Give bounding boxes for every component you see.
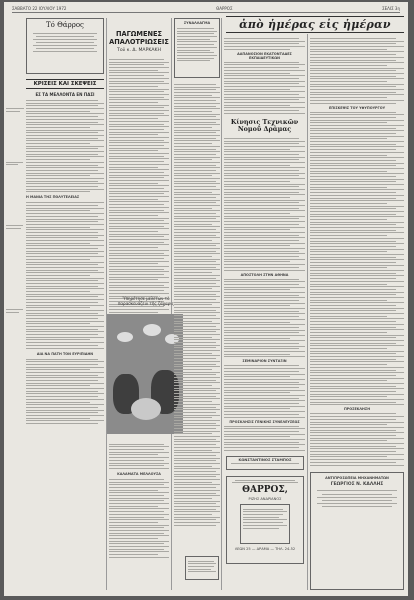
headline: Κίνησις Τεχνικῶν Νομοῦ Δράμας: [230, 117, 299, 133]
banner-title: ἀπὸ ἡμέρας εἰς ἡμέραν: [226, 16, 404, 33]
header-page: ΣΕΛΙΣ 3η: [382, 6, 400, 11]
column-2-lower: [109, 442, 169, 560]
page-header: [12, 5, 400, 13]
header-title: ΘΑΡΡΟΣ: [216, 6, 233, 11]
article-heading: ΑΠΟΣΤΟΛΗ ΣΤΗΝ ΑΘΗΝΑ: [240, 272, 289, 277]
card-heading: ΑΝΤΙΠΡΟΣΩΠΕΙΑ ΜΗΧΑΝΗΜΑΤΩΝ: [325, 476, 389, 480]
article-heading: ΠΡΟΣΕΚΛΗΣΗ: [343, 407, 371, 412]
byline: Τοῦ κ. Δ. ΜΑΡΚΑΚΗ: [117, 48, 161, 53]
ad-subtitle: ΡΙΖΗΣ ΑΝΔΡΙΑΝΟΣ: [248, 497, 282, 501]
column-rule: [221, 18, 222, 590]
article-heading: ΕΠΙΣΚΕΨΙΣ ΤΟΥ ΥΦΥΠΟΥΡΓΟΥ: [328, 105, 386, 110]
column-1: [26, 18, 104, 590]
header-date: ΣΑΒΒΑΤΟ 22 ΙΟΥΛΙΟΥ 1972: [12, 6, 67, 11]
notice-box: [226, 456, 304, 470]
article-heading: ΣΕΜΙΝΑΡΙΟΝ ΣΥΝΤΑΞΙΝ: [242, 359, 287, 364]
ad-title: ΘΑΡΡΟΣ,: [242, 485, 288, 495]
listing-box: [174, 18, 220, 78]
news-photo: [107, 314, 183, 434]
headline: ΠΑΓΩΜΕΝΕΣ ΑΠΑΛΟΤΡΙΩΣΕΙΣ: [109, 30, 169, 46]
masthead-box: [26, 18, 104, 74]
article-heading: ΠΡΟΣΚΛΗΣΙΣ ΓΕΝΙΚΗΣ ΣΥΝΕΛΕΥΣΕΩΣ: [229, 419, 300, 424]
advertisement-box: [226, 476, 304, 564]
article-heading: ΚΑΛΑΜΑΤΑ ΜΕΛΛΟΥΣΑ: [117, 471, 161, 476]
section-heading: ΚΡΙΣΕΙΣ ΚΑΙ ΣΚΕΨΕΙΣ: [26, 79, 104, 89]
small-notice-box: [185, 556, 219, 580]
photo-caption: Ὑπηρέτησε μελετῶν τὸ παρασκευάζειν τῆς ζάχαρις: [118, 296, 174, 306]
article-heading: ΕΣ ΤΑ ΜΕΛΛΟΝΤΑ ΕΝ ΠΑΣΙ: [35, 92, 95, 97]
listing-title: ΣΥΝΑΛΛΑΓΜΑ: [183, 21, 211, 25]
notice-title: ΚΩΝΣΤΑΝΤΙΝΟΣ ΣΤΑΜΠΟΣ: [238, 458, 292, 462]
left-margin-column: [6, 18, 26, 590]
article-heading: Η ΜΑΝΙΑ ΤΗΣ ΠΟΛΥΤΕΛΕΙΑΣ: [26, 195, 80, 200]
photo-caption-box: [108, 296, 184, 314]
newspaper-page: [4, 2, 408, 596]
column-3: [174, 18, 220, 590]
business-card-box: [310, 472, 404, 590]
section-banner: [226, 16, 404, 34]
column-rule: [307, 18, 308, 590]
ad-footer: ΛΕΩΝ 25 — ΔΡΑΜΑ — ΤΗΛ. 24-52: [234, 547, 296, 551]
card-name: ΓΕΩΡΓΙΟΣ Ν. ΚΑΛΛΗΣ: [330, 482, 384, 487]
article-heading: ΔΙΑ ΝΑ ΠΑΤΗ ΤΟΝ ΕΥΡΙΠΙΔΗΝ: [36, 351, 94, 356]
column-rule: [106, 18, 107, 590]
article-heading: ΔΑΠΑΝΟΣΙΟΝ ΕΚΑΤΟΝΤΑΔΕΣ ΕΚΠΑΙΔΕΥΤΙΚΩΝ: [237, 51, 292, 60]
masthead-title: Τό Θάρρος: [46, 21, 84, 29]
